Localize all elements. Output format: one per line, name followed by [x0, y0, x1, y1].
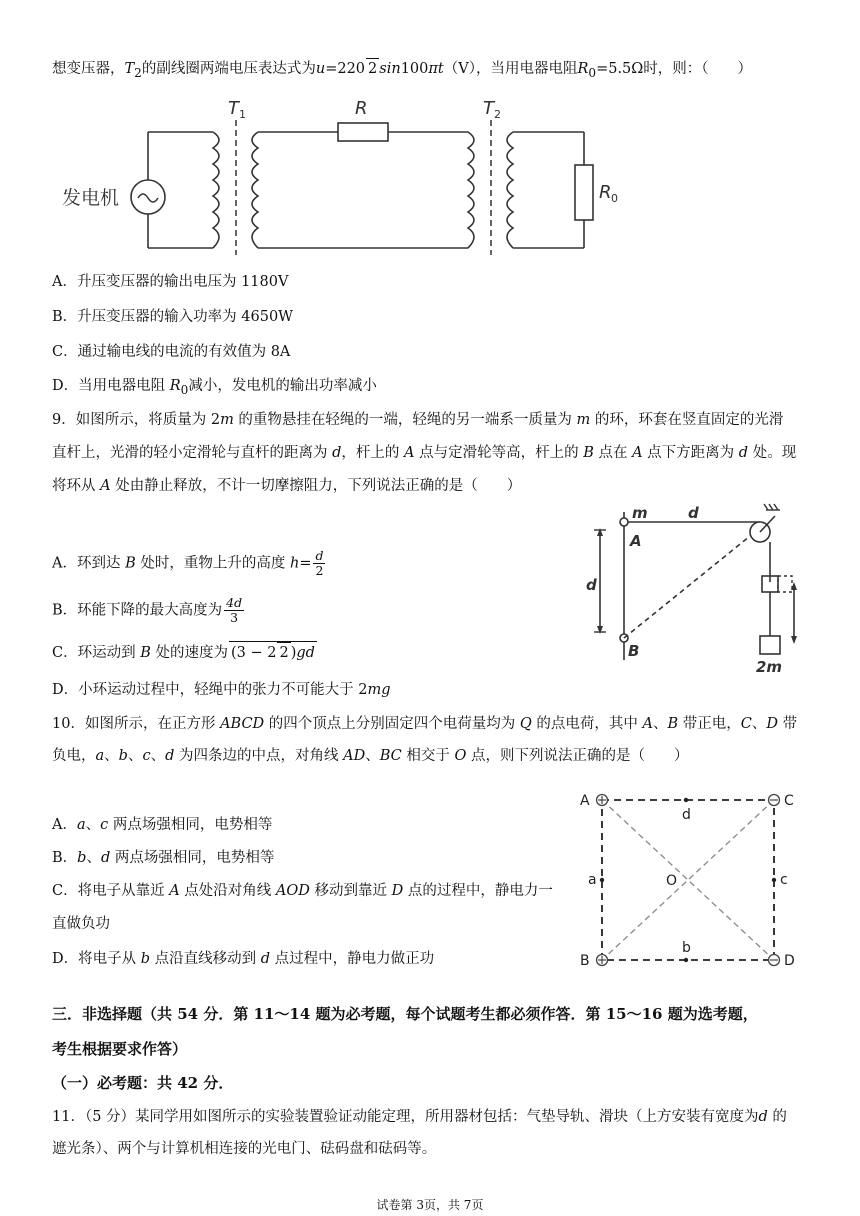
r-label: R: [355, 98, 368, 119]
section3-heading: 三．非选择题（共 54 分．第 11～14 题为必考题，每个试题考生都必须作答．第 15～16 题为选考题，: [52, 1005, 758, 1023]
q8-option-b: B．升压变压器的输入功率为 4650W: [52, 309, 294, 325]
q9-stem-line3: 将环从 A 处由静止释放，不计一切摩擦阻力，下列说法正确的是（ ）: [52, 478, 522, 494]
svg-text:B: B: [628, 642, 640, 660]
q9-option-b: B．环能下降的最大高度为 $\frac{4d}{3}$: [52, 595, 243, 625]
svg-text:2: 2: [494, 108, 501, 121]
q10-option-d: D．将电子从 b 点沿直线移动到 d 点过程中，静电力做正功: [52, 951, 435, 967]
svg-text:0: 0: [611, 192, 618, 205]
section3-subheading: （一）必考题：共 42 分．: [52, 1074, 234, 1092]
svg-text:d: d: [586, 576, 597, 594]
svg-text:C: C: [784, 793, 794, 809]
q8-option-d: D．当用电器电阻 $R_0$减小，发电机的输出功率减小: [52, 378, 377, 397]
pulley-ring-diagram: [580, 500, 820, 680]
q9-option-d: D．小环运动过程中，轻绳中的张力不可能大于 2mg: [52, 682, 391, 698]
svg-text:a: a: [588, 872, 597, 888]
charge-square-diagram: [576, 786, 810, 972]
svg-text:O: O: [666, 873, 678, 889]
svg-text:A: A: [630, 532, 642, 550]
q8-intro: 想变压器，$T_2$的副线圈两端电压表达式为u=220 2 sin100πt（V），当用电器电阻$R_0=5.5\Omega$时，则：（ ）: [52, 58, 752, 83]
q9-option-c: C．环运动到 B 处的速度为 (3 − 2 2 )gd: [52, 641, 317, 663]
ac-source-icon: [138, 194, 158, 202]
r0-label: R: [599, 182, 612, 203]
q10-option-c: C．将电子从靠近 A 点处沿对角线 AOD 移动到靠近 D 点的过程中，静电力一: [52, 883, 553, 899]
q10-option-a: A．a、c 两点场强相同，电势相等: [52, 817, 273, 833]
svg-text:m: m: [632, 504, 648, 522]
svg-text:d: d: [688, 504, 699, 522]
q8-option-c: C．通过输电线的电流的有效值为 8A: [52, 344, 291, 360]
q9-option-a: A．环到达 B 处时，重物上升的高度 h= $\frac{d}{2}$: [52, 548, 324, 578]
svg-text:c: c: [780, 872, 788, 888]
page-footer: 试卷第 3页，共 7页: [376, 1198, 484, 1212]
q10-stem-line2: 负电，a、b、c、d 为四条边的中点，对角线 AD、BC 相交于 O 点，则下列说法正确的是（ ）: [52, 748, 689, 764]
section3-heading-cont: 考生根据要求作答）: [52, 1040, 188, 1058]
transformer-circuit-diagram: [58, 90, 628, 260]
q10-option-c-cont: 直做负功: [52, 916, 110, 932]
q9-stem-line2: 直杆上，光滑的轻小定滑轮与直杆的距离为 d，杆上的 A 点与定滑轮等高，杆上的 B 点在 A 点下方距离为 d 处。现: [52, 445, 797, 461]
t1-label: T: [228, 98, 239, 119]
svg-text:B: B: [580, 953, 590, 969]
q8-option-a: A．升压变压器的输出电压为 1180V: [52, 274, 289, 290]
svg-text:2m: 2m: [756, 658, 783, 676]
svg-text:1: 1: [239, 108, 246, 121]
q11-line2: 遮光条）、两个与计算机相连接的光电门、砝码盘和砝码等。: [52, 1141, 437, 1157]
svg-text:D: D: [784, 953, 795, 969]
q11-line1: 11．（5 分）某同学用如图所示的实验装置验证动能定理，所用器材包括：气垫导轨、滑块（上方安装有宽度为d 的: [52, 1109, 787, 1125]
q10-stem-line1: 10．如图所示，在正方形 ABCD 的四个顶点上分别固定四个电荷量均为 Q 的点电荷，其中 A、B 带正电，C、D 带: [52, 716, 798, 732]
q9-stem-line1: 9．如图所示，将质量为 2m 的重物悬挂在轻绳的一端，轻绳的另一端系一质量为 m 的环，环套在竖直固定的光滑: [52, 412, 784, 428]
svg-text:A: A: [580, 793, 590, 809]
svg-text:d: d: [682, 807, 691, 823]
t2-label: T: [483, 98, 494, 119]
svg-text:b: b: [682, 940, 691, 956]
generator-label: 发电机: [62, 187, 120, 209]
q10-option-b: B．b、d 两点场强相同，电势相等: [52, 850, 275, 866]
